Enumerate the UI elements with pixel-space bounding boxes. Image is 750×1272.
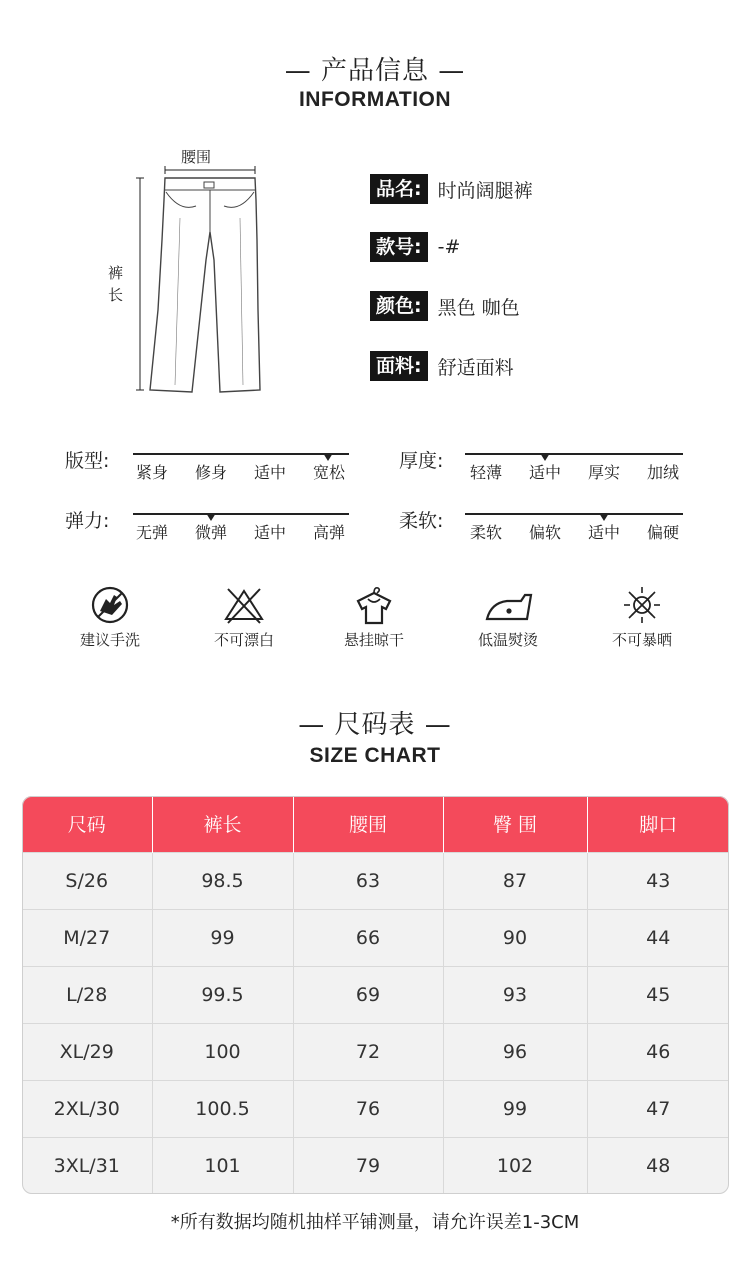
info-key: 颜色:	[370, 291, 428, 321]
table-cell: 46	[587, 1023, 729, 1080]
table-cell: 72	[293, 1023, 443, 1080]
scale-title: 版型:	[65, 450, 110, 472]
care-no-sun	[582, 585, 702, 650]
info-value: 时尚阔腿裤	[437, 179, 533, 202]
table-row	[22, 1137, 729, 1194]
table-cell: L/28	[22, 966, 152, 1023]
table-cell: 2XL/30	[22, 1080, 152, 1137]
scale-line	[465, 453, 683, 455]
table-cell: S/26	[22, 852, 152, 909]
info-section-title: — 产品信息 —	[284, 56, 466, 86]
care-label: 建议手洗	[79, 631, 140, 649]
table-row	[22, 909, 729, 966]
care-hang-dry	[314, 585, 434, 650]
care-no-bleach	[184, 585, 304, 650]
scale-option: 修身	[194, 463, 227, 482]
info-section-subtitle: INFORMATION	[298, 88, 452, 111]
table-cell: 87	[443, 852, 587, 909]
table-cell: 100.5	[152, 1080, 293, 1137]
table-cell: 63	[293, 852, 443, 909]
table-header-cell: 脚口	[587, 796, 729, 852]
info-value: 黑色 咖色	[437, 296, 520, 319]
care-label: 悬挂晾干	[343, 631, 404, 649]
scale-option: 柔软	[469, 523, 502, 542]
table-row	[22, 852, 729, 909]
care-label: 不可漂白	[213, 631, 274, 649]
scale-option: 高弹	[312, 523, 345, 542]
care-low-iron	[448, 585, 568, 650]
scale-title: 柔软:	[399, 510, 444, 532]
table-row	[22, 1080, 729, 1137]
scale-fit	[65, 446, 355, 486]
hang-dry-icon	[350, 585, 398, 625]
table-cell: 100	[152, 1023, 293, 1080]
scale-option: 适中	[253, 523, 286, 542]
table-row	[22, 966, 729, 1023]
care-label: 不可暴晒	[611, 631, 672, 649]
scale-elasticity	[65, 506, 355, 546]
table-cell: 45	[587, 966, 729, 1023]
scale-option: 厚实	[587, 463, 620, 482]
table-header-cell: 臀 围	[443, 796, 587, 852]
info-key: 款号:	[370, 232, 428, 262]
table-cell: 48	[587, 1137, 729, 1194]
table-cell: 43	[587, 852, 729, 909]
scale-option: 加绒	[646, 463, 679, 482]
table-cell: 99.5	[152, 966, 293, 1023]
pants-outline-icon	[130, 160, 270, 400]
scale-line	[133, 513, 349, 515]
no-bleach-icon	[222, 585, 266, 625]
scale-option: 适中	[253, 463, 286, 482]
table-cell: 90	[443, 909, 587, 966]
info-value: -#	[437, 236, 461, 258]
table-cell: 93	[443, 966, 587, 1023]
table-cell: 79	[293, 1137, 443, 1194]
waist-label: 腰围	[181, 148, 212, 166]
table-cell: 99	[152, 909, 293, 966]
low-iron-icon	[481, 585, 535, 625]
scale-option: 偏硬	[646, 523, 679, 542]
scale-option: 偏软	[528, 523, 561, 542]
table-cell: 76	[293, 1080, 443, 1137]
scale-thickness	[399, 446, 689, 486]
care-hand-wash	[50, 585, 170, 650]
table-header-cell: 裤长	[152, 796, 293, 852]
footnote: *所有数据均随机抽样平铺测量，请允许误差1-3CM	[170, 1212, 580, 1233]
size-section-subtitle: SIZE CHART	[309, 744, 441, 767]
scale-softness	[399, 506, 689, 546]
hand-wash-icon	[88, 585, 132, 625]
scale-option: 宽松	[312, 463, 345, 482]
table-cell: 47	[587, 1080, 729, 1137]
info-row-name	[370, 173, 533, 205]
scale-option: 微弹	[194, 523, 227, 542]
table-header-row	[22, 796, 729, 852]
length-label-bottom: 长	[108, 286, 124, 304]
scale-line	[465, 513, 683, 515]
table-row	[22, 1023, 729, 1080]
info-value: 舒适面料	[437, 356, 514, 379]
scale-option: 适中	[528, 463, 561, 482]
table-cell: 3XL/31	[22, 1137, 152, 1194]
table-cell: 69	[293, 966, 443, 1023]
table-cell: 101	[152, 1137, 293, 1194]
scale-line	[133, 453, 349, 455]
length-label-top: 裤	[108, 264, 124, 282]
table-cell: 44	[587, 909, 729, 966]
table-cell: M/27	[22, 909, 152, 966]
table-header-cell: 尺码	[22, 796, 152, 852]
scale-option: 适中	[587, 523, 620, 542]
size-table	[22, 796, 729, 1194]
no-sun-icon	[620, 585, 664, 625]
scale-title: 厚度:	[399, 450, 444, 472]
info-key: 品名:	[370, 174, 428, 204]
table-cell: 98.5	[152, 852, 293, 909]
scale-option: 轻薄	[469, 463, 502, 482]
table-cell: 99	[443, 1080, 587, 1137]
table-cell: 66	[293, 909, 443, 966]
table-header-cell: 腰围	[293, 796, 443, 852]
info-row-style-no	[370, 231, 460, 263]
care-label: 低温熨烫	[477, 631, 538, 649]
size-section-title: — 尺码表 —	[298, 710, 452, 740]
info-row-color	[370, 290, 520, 322]
info-row-fabric	[370, 350, 514, 382]
table-cell: 96	[443, 1023, 587, 1080]
table-cell: XL/29	[22, 1023, 152, 1080]
scale-option: 无弹	[135, 523, 168, 542]
scale-option: 紧身	[135, 463, 168, 482]
scale-title: 弹力:	[65, 510, 110, 532]
table-cell: 102	[443, 1137, 587, 1194]
info-key: 面料:	[370, 351, 428, 381]
